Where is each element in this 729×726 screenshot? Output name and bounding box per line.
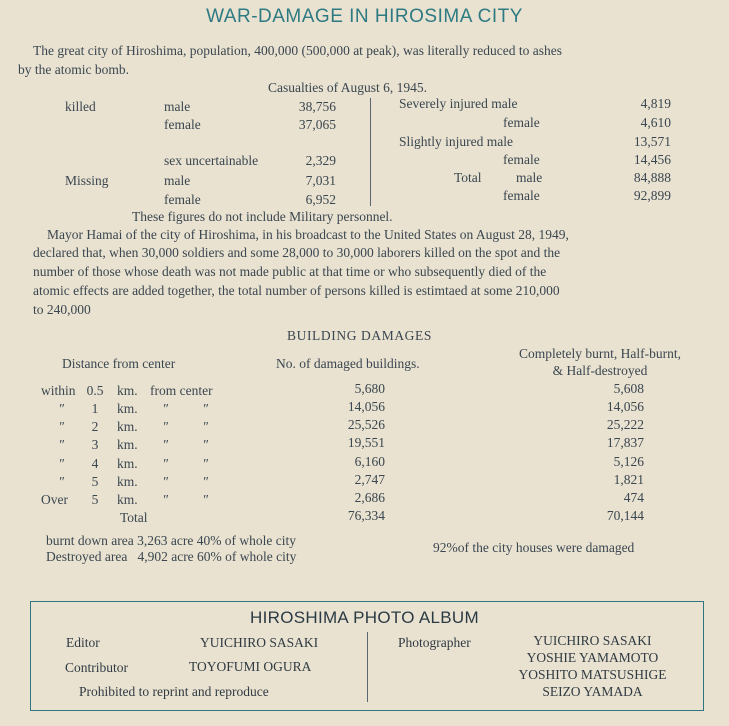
injury-value: 13,571 [633, 134, 671, 149]
row-damaged: 2,686 [354, 490, 385, 505]
row-prefix: Over [41, 492, 68, 507]
row-damaged: 25,526 [347, 417, 385, 432]
editor-label: Editor [66, 635, 100, 650]
houses-note: 92%of the city houses were damaged [433, 540, 635, 555]
row-unit: km. [117, 383, 138, 398]
photographer-name: YUICHIRO SASAKI [533, 633, 652, 648]
row-prefix: ″ [59, 401, 65, 416]
missing-label: Missing [65, 173, 109, 188]
contributor-name: TOYOFUMI OGURA [189, 659, 312, 674]
casualty-value: 2,329 [305, 153, 336, 168]
row-unit: km. [117, 474, 138, 489]
injury-value: 4,610 [640, 115, 671, 130]
row-num: 0.5 [86, 383, 104, 398]
casualty-sub: female [164, 192, 201, 207]
row-ditto: ″ [163, 437, 169, 452]
injury-label: female [503, 115, 540, 130]
row-ditto: ″ [203, 456, 209, 471]
military-note: These figures do not include Military personnel. [132, 209, 393, 224]
mayor-line: declared that, when 30,000 soldiers and some 28,000 to 30,000 laborers killed on the spot and the [33, 245, 561, 260]
row-num: 3 [91, 437, 99, 452]
casualty-value: 7,031 [305, 173, 336, 188]
row-prefix: within [41, 383, 76, 398]
casualty-sub: male [164, 99, 191, 114]
col-damaged-header: No. of damaged buildings. [276, 356, 420, 371]
row-burnt: 474 [623, 490, 644, 505]
total-sub: male [516, 170, 543, 185]
row-prefix: ″ [59, 474, 65, 489]
row-num: 1 [91, 401, 99, 416]
row-num: 4 [91, 456, 99, 471]
total-label: Total [120, 510, 148, 525]
casualty-value: 38,756 [298, 99, 336, 114]
photographer-name: YOSHIE YAMAMOTO [526, 650, 659, 665]
casualty-sub: male [164, 173, 191, 188]
casualty-sub: sex uncertainable [164, 153, 259, 168]
total-damaged: 76,334 [347, 508, 385, 523]
photographer-name: SEIZO YAMADA [542, 684, 643, 699]
row-ditto: ″ [163, 419, 169, 434]
row-ditto: ″ [163, 474, 169, 489]
area-line: Destroyed area 4,902 acre 60% of whole city [46, 549, 297, 564]
row-damaged: 14,056 [347, 399, 385, 414]
row-damaged: 6,160 [354, 454, 385, 469]
mayor-line: atomic effects are added together, the total number of persons killed is estimtaed at some 210,000 [33, 283, 560, 298]
row-damaged: 5,680 [354, 381, 385, 396]
injury-value: 14,456 [633, 152, 671, 167]
casualty-value: 37,065 [298, 117, 336, 132]
editor-name: YUICHIRO SASAKI [200, 635, 319, 650]
photographer-name: YOSHITO MATSUSHIGE [518, 667, 667, 682]
killed-label: killed [65, 99, 96, 114]
mayor-line: to 240,000 [33, 302, 91, 317]
row-prefix: ″ [59, 419, 65, 434]
row-suffix: from center [150, 383, 213, 398]
row-num: 5 [91, 492, 99, 507]
photographer-label: Photographer [398, 635, 471, 650]
row-prefix: ″ [59, 437, 65, 452]
intro-line-1: The great city of Hiroshima, population, 400,000 (500,000 at peak), was literally reduced to ashes [33, 43, 562, 58]
row-burnt: 5,608 [613, 381, 644, 396]
row-burnt: 17,837 [606, 435, 644, 450]
injury-value: 92,899 [633, 188, 671, 203]
row-unit: km. [117, 401, 138, 416]
col-burnt-header-2: & Half-destroyed [552, 363, 648, 378]
contributor-label: Contributor [65, 660, 128, 675]
row-ditto: ″ [203, 437, 209, 452]
row-ditto: ″ [203, 474, 209, 489]
row-ditto: ″ [163, 401, 169, 416]
row-num: 5 [91, 474, 99, 489]
casualty-value: 6,952 [305, 192, 336, 207]
prohibited-note: Prohibited to reprint and reproduce [79, 684, 269, 699]
page-title: WAR-DAMAGE IN HIROSIMA CITY [206, 6, 523, 27]
mayor-line: number of those whose death was not made public at that time or who subsequently died of the [33, 264, 547, 279]
col-distance-header: Distance from center [62, 356, 176, 371]
row-burnt: 25,222 [606, 417, 644, 432]
row-ditto: ″ [203, 419, 209, 434]
row-burnt: 5,126 [613, 454, 644, 469]
injury-value: 84,888 [633, 170, 671, 185]
casualties-heading: Casualties of August 6, 1945. [268, 80, 427, 95]
intro-line-2: by the atomic bomb. [18, 62, 129, 77]
row-unit: km. [117, 437, 138, 452]
row-burnt: 1,821 [613, 472, 644, 487]
credits-divider [367, 632, 368, 702]
injury-label: Slightly injured male [399, 134, 513, 149]
casualties-divider [370, 98, 371, 206]
row-unit: km. [117, 419, 138, 434]
row-damaged: 19,551 [347, 435, 385, 450]
injury-label: female [503, 152, 540, 167]
total-label: Total [454, 170, 482, 185]
album-title: HIROSHIMA PHOTO ALBUM [250, 608, 479, 627]
injury-value: 4,819 [640, 96, 671, 111]
row-damaged: 2,747 [354, 472, 385, 487]
row-num: 2 [91, 419, 99, 434]
row-burnt: 14,056 [606, 399, 644, 414]
area-line: burnt down area 3,263 acre 40% of whole city [46, 533, 297, 548]
building-heading: BUILDING DAMAGES [287, 328, 432, 343]
mayor-line: Mayor Hamai of the city of Hiroshima, in his broadcast to the United States on August 28, 1949, [47, 227, 569, 242]
row-ditto: ″ [203, 492, 209, 507]
row-ditto: ″ [203, 401, 209, 416]
col-burnt-header-1: Completely burnt, Half-burnt, [519, 346, 681, 361]
row-ditto: ″ [163, 456, 169, 471]
injury-label: Severely injured male [399, 96, 518, 111]
row-unit: km. [117, 492, 138, 507]
casualty-sub: female [164, 117, 201, 132]
injury-label: female [503, 188, 540, 203]
total-burnt: 70,144 [606, 508, 644, 523]
row-unit: km. [117, 456, 138, 471]
row-prefix: ″ [59, 456, 65, 471]
row-ditto: ″ [163, 492, 169, 507]
